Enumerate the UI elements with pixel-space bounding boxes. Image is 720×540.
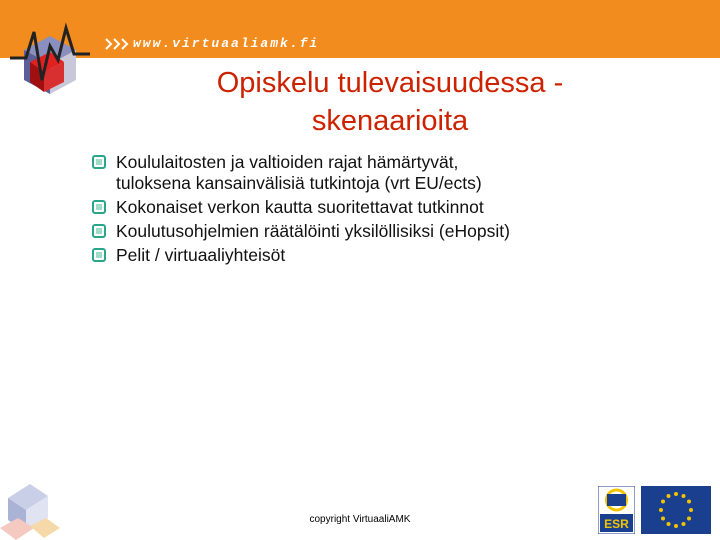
title-line-2: skenaarioita [311, 105, 469, 137]
bullet-text: Koulutusohjelmien räätälöinti yksilöllisiksi (eHopsit) [116, 221, 510, 241]
bullet-item [92, 152, 652, 194]
checkbox-bullet-icon [92, 155, 106, 169]
esr-logo-icon [598, 486, 635, 534]
bullet-list [92, 152, 652, 269]
bullet-item [92, 245, 652, 266]
bullet-text-continued: tuloksena kansainvälisiä tutkintoja (vrt EU/ects) [116, 173, 482, 193]
bullet-text: Kokonaiset verkon kautta suoritettavat tutkinnot [116, 197, 484, 217]
bullet-text: Koululaitosten ja valtioiden rajat hämärtyvät, [116, 152, 459, 172]
site-url: www.virtuaaliamk.fi [133, 36, 320, 51]
title-line-1: Opiskelu tulevaisuudessa - [216, 67, 564, 99]
copyright-text: copyright VirtuaaliAMK [309, 514, 411, 525]
checkbox-bullet-icon [92, 248, 106, 262]
bullet-item [92, 197, 652, 218]
bullet-text: Pelit / virtuaaliyhteisöt [116, 245, 286, 265]
esr-label: ESR [604, 517, 629, 531]
slide-title [150, 64, 630, 140]
bullet-item [92, 221, 652, 242]
virtuaaliamk-logo-icon [6, 10, 96, 100]
checkbox-bullet-icon [92, 200, 106, 214]
eu-flag-icon [641, 486, 711, 534]
checkbox-bullet-icon [92, 224, 106, 238]
arrows-icon [104, 36, 132, 52]
decorative-cubes-icon [0, 470, 80, 540]
